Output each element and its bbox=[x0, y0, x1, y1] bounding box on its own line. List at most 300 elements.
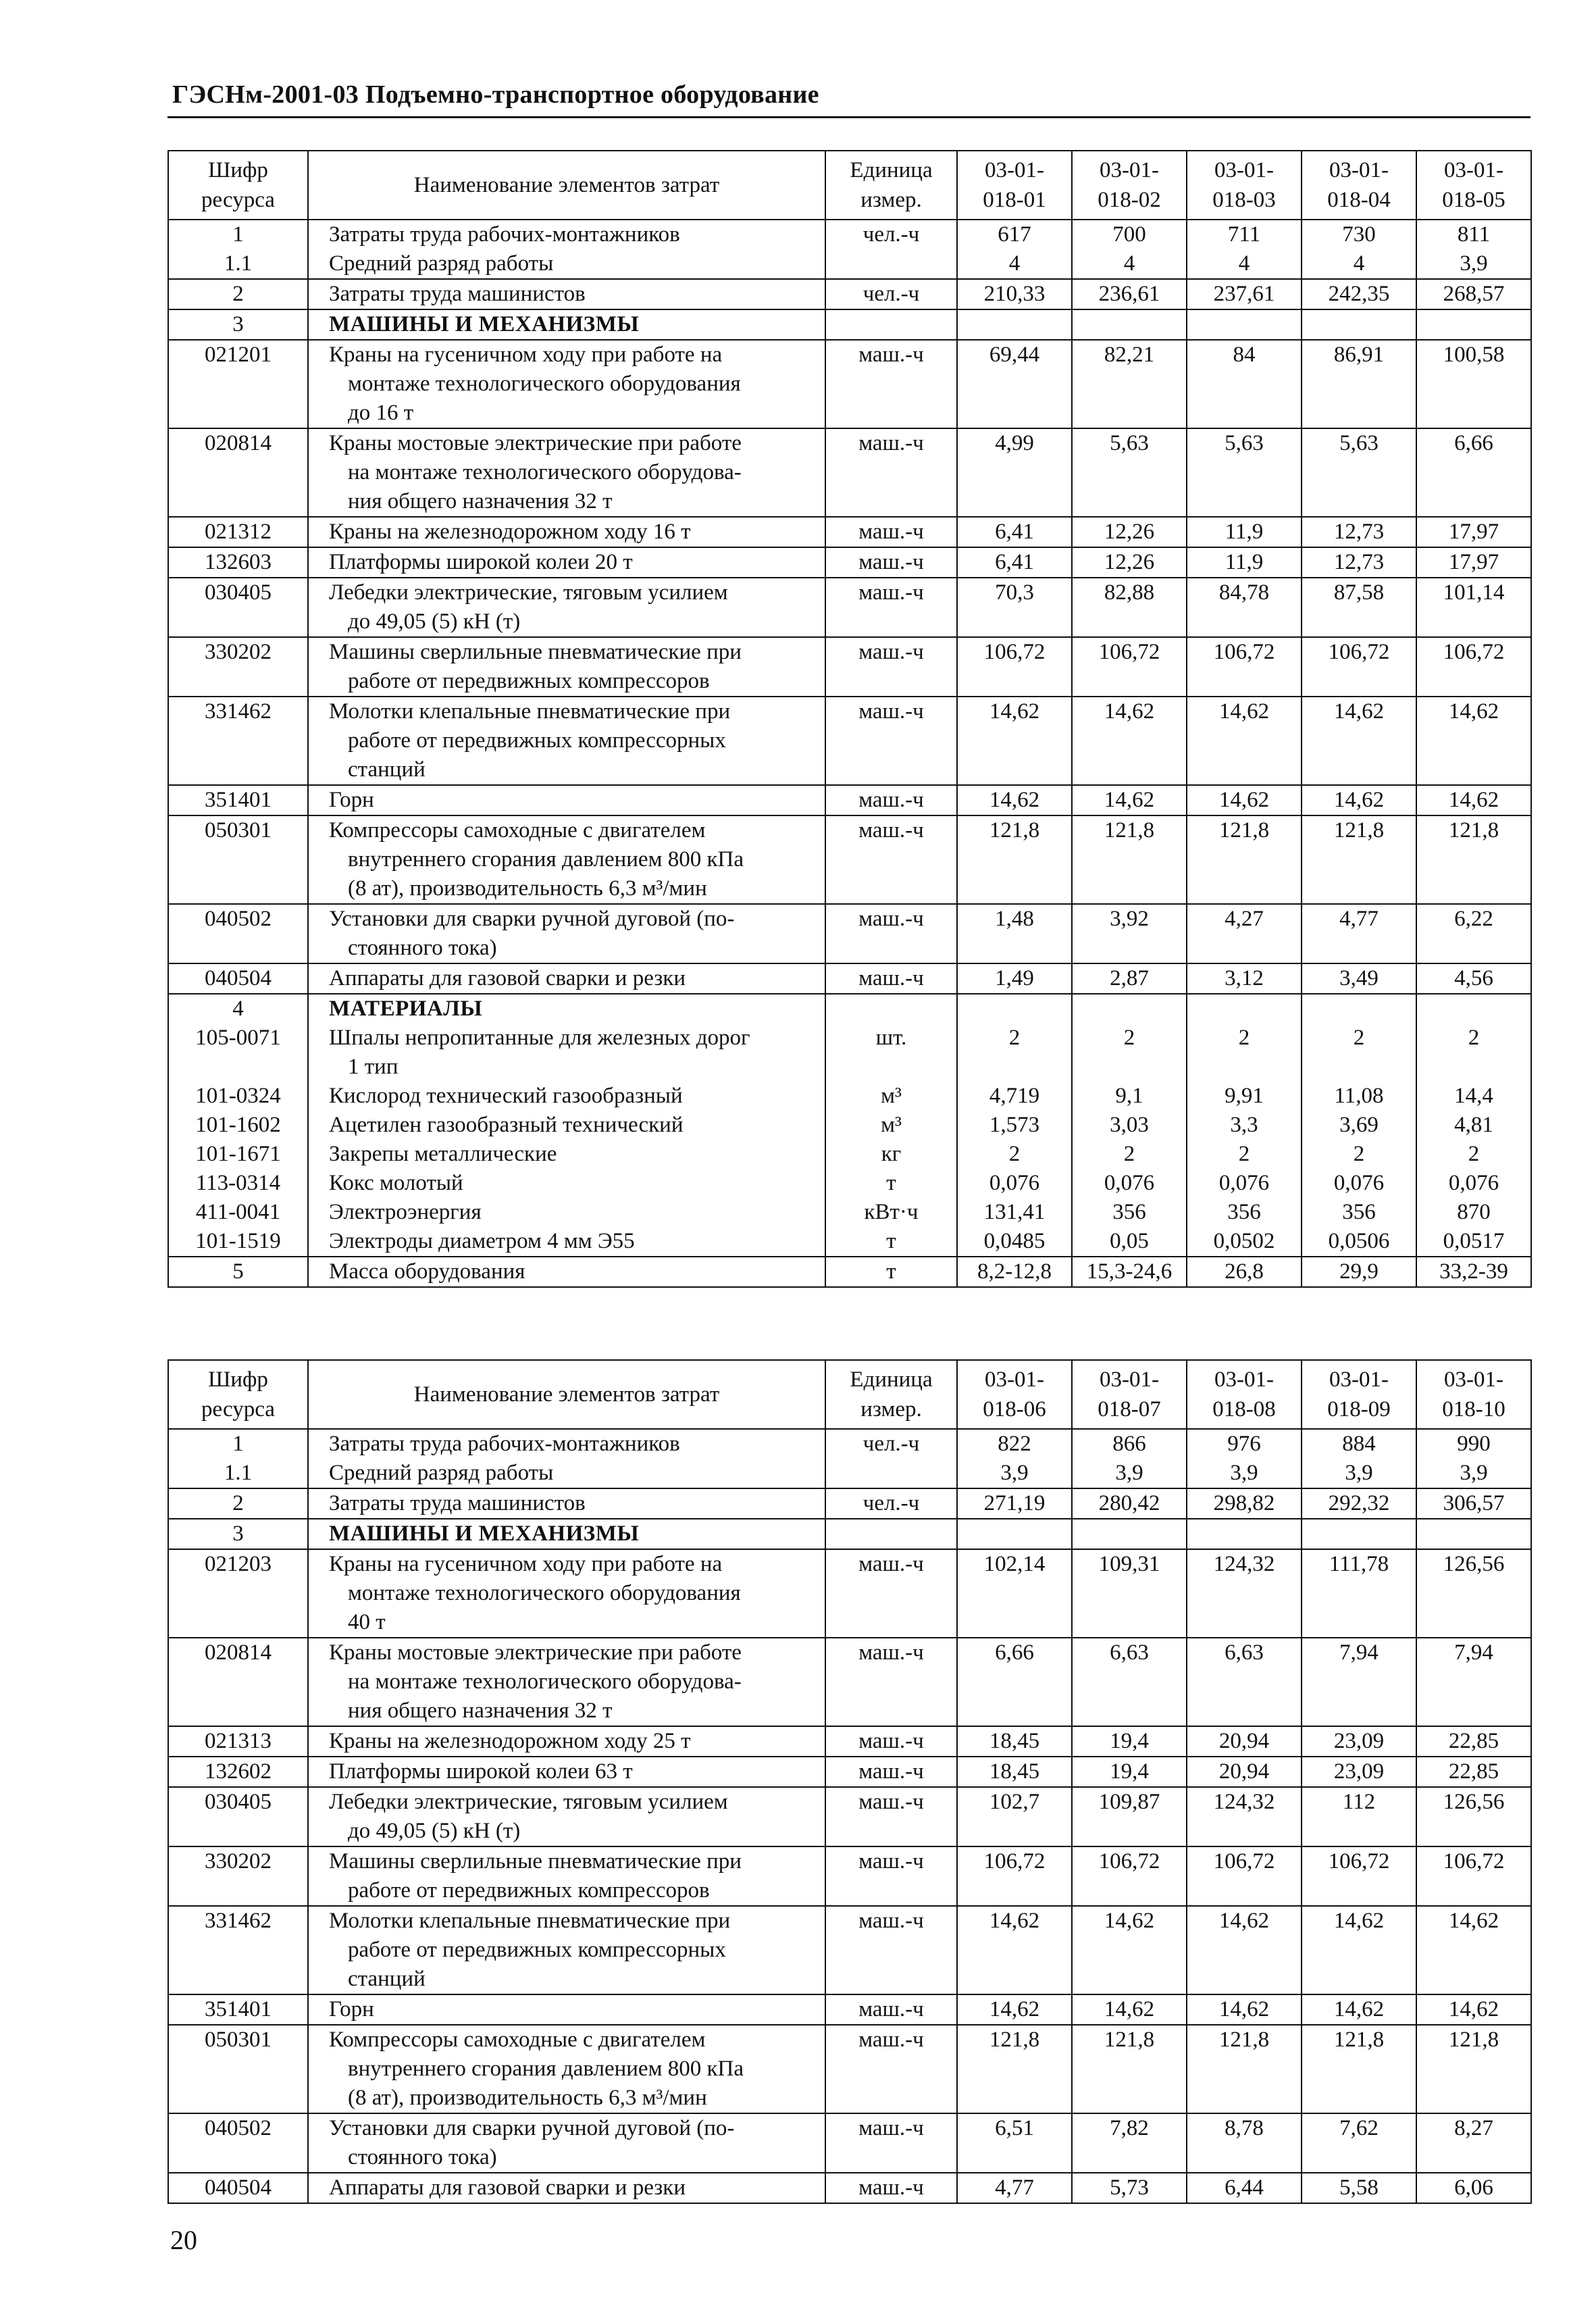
value-cell: 4,719 bbox=[957, 1082, 1072, 1111]
unit-cell: т bbox=[825, 1227, 957, 1257]
column-header: 03-01- 018-03 bbox=[1187, 151, 1302, 220]
table-body bbox=[168, 220, 1531, 1287]
value-cell: 811 bbox=[1416, 220, 1531, 249]
value-cell: 5,63 bbox=[1072, 428, 1187, 517]
value-cell: 4 bbox=[1072, 249, 1187, 279]
resource-code-cell: 2 bbox=[168, 279, 308, 309]
value-cell: 106,72 bbox=[1416, 637, 1531, 697]
value-cell: 14,62 bbox=[1072, 1906, 1187, 1994]
value-cell: 14,62 bbox=[1187, 785, 1302, 815]
value-cell: 12,26 bbox=[1072, 547, 1187, 578]
element-name-continuation: до 49,05 (5) кН (т) bbox=[348, 609, 521, 634]
element-name-cell bbox=[308, 1198, 825, 1227]
resource-code-cell: 113-0314 bbox=[168, 1169, 308, 1198]
resource-code-cell: 4 bbox=[168, 994, 308, 1024]
section-row bbox=[168, 1846, 1531, 1906]
element-name-cell bbox=[308, 1994, 825, 2025]
element-name-continuation: 1 тип bbox=[348, 1055, 398, 1079]
element-name-text: Масса оборудования bbox=[329, 1259, 525, 1284]
value-cell: 106,72 bbox=[1187, 637, 1302, 697]
value-cell: 1,49 bbox=[957, 963, 1072, 994]
element-name-text: Установки для сварки ручной дуговой (по- bbox=[329, 2116, 735, 2140]
unit-cell: маш.-ч bbox=[825, 2113, 957, 2173]
header-rule bbox=[168, 116, 1530, 118]
element-name-text: Средний разряд работы bbox=[329, 251, 554, 276]
value-cell: 14,62 bbox=[1416, 1994, 1531, 2025]
value-cell: 0,0506 bbox=[1302, 1227, 1416, 1257]
unit-cell: т bbox=[825, 1257, 957, 1287]
value-cell: 6,06 bbox=[1416, 2173, 1531, 2203]
element-name-cell bbox=[308, 428, 825, 517]
value-cell: 12,26 bbox=[1072, 517, 1187, 547]
section-row bbox=[168, 697, 1531, 785]
value-cell: 6,63 bbox=[1187, 1638, 1302, 1726]
value-cell: 14,62 bbox=[957, 697, 1072, 785]
element-name-cell bbox=[308, 1111, 825, 1140]
unit-cell: маш.-ч bbox=[825, 428, 957, 517]
element-name-cell bbox=[308, 1459, 825, 1488]
resource-code-cell: 040502 bbox=[168, 2113, 308, 2173]
unit-cell: т bbox=[825, 1169, 957, 1198]
section-row bbox=[168, 1994, 1531, 2025]
resource-code-cell: 030405 bbox=[168, 1787, 308, 1846]
value-cell: 0,076 bbox=[1187, 1169, 1302, 1198]
resource-code-cell: 3 bbox=[168, 309, 308, 340]
unit-cell: маш.-ч bbox=[825, 1994, 957, 2025]
value-cell: 23,09 bbox=[1302, 1757, 1416, 1787]
value-cell: 298,82 bbox=[1187, 1488, 1302, 1519]
element-name-cell bbox=[308, 220, 825, 249]
value-cell: 4,99 bbox=[957, 428, 1072, 517]
unit-cell bbox=[825, 994, 957, 1024]
value-cell: 3,92 bbox=[1072, 904, 1187, 963]
section-row bbox=[168, 2113, 1531, 2173]
value-cell: 100,58 bbox=[1416, 340, 1531, 428]
element-name-continuation: (8 ат), производительность 6,3 м³/мин bbox=[348, 2086, 707, 2110]
value-cell: 14,62 bbox=[1302, 697, 1416, 785]
value-cell: 121,8 bbox=[957, 2025, 1072, 2113]
section-row bbox=[168, 2173, 1531, 2203]
value-cell: 22,85 bbox=[1416, 1757, 1531, 1787]
unit-cell: чел.-ч bbox=[825, 1429, 957, 1459]
resource-code-cell: 1 bbox=[168, 220, 308, 249]
resource-code-cell: 021203 bbox=[168, 1549, 308, 1638]
value-cell: 6,63 bbox=[1072, 1638, 1187, 1726]
element-name-text: Электроды диаметром 4 мм Э55 bbox=[329, 1229, 635, 1253]
value-cell: 19,4 bbox=[1072, 1757, 1187, 1787]
value-cell: 2 bbox=[1302, 1140, 1416, 1169]
element-name-continuation: внутреннего сгорания давлением 800 кПа bbox=[348, 2057, 744, 2081]
unit-cell: кг bbox=[825, 1140, 957, 1169]
unit-cell: маш.-ч bbox=[825, 1757, 957, 1787]
element-name-text: Платформы широкой колеи 63 т bbox=[329, 1759, 633, 1784]
element-name-continuation: станций bbox=[348, 1967, 426, 1991]
value-cell: 4,56 bbox=[1416, 963, 1531, 994]
value-cell: 870 bbox=[1416, 1198, 1531, 1227]
value-cell: 23,09 bbox=[1302, 1726, 1416, 1757]
value-cell: 2 bbox=[1302, 1024, 1416, 1082]
element-name-cell bbox=[308, 1227, 825, 1257]
value-cell: 121,8 bbox=[1072, 815, 1187, 904]
value-cell: 2 bbox=[1072, 1024, 1187, 1082]
section-row bbox=[168, 547, 1531, 578]
name-header: Наименование элементов затрат bbox=[308, 151, 825, 220]
value-cell: 3,9 bbox=[1416, 249, 1531, 279]
resource-code-cell: 020814 bbox=[168, 1638, 308, 1726]
element-name-cell bbox=[308, 578, 825, 637]
resource-code-cell: 5 bbox=[168, 1257, 308, 1287]
resource-code-cell: 330202 bbox=[168, 1846, 308, 1906]
value-cell: 822 bbox=[957, 1429, 1072, 1459]
value-cell: 3,9 bbox=[1187, 1459, 1302, 1488]
value-cell: 124,32 bbox=[1187, 1549, 1302, 1638]
value-cell bbox=[1416, 309, 1531, 340]
value-cell: 2 bbox=[1187, 1024, 1302, 1082]
resource-code-cell: 132602 bbox=[168, 1757, 308, 1787]
value-cell: 70,3 bbox=[957, 578, 1072, 637]
value-cell bbox=[1072, 994, 1187, 1024]
value-cell: 15,3-24,6 bbox=[1072, 1257, 1187, 1287]
value-cell: 2 bbox=[1416, 1140, 1531, 1169]
value-cell: 976 bbox=[1187, 1429, 1302, 1459]
value-cell: 2 bbox=[957, 1140, 1072, 1169]
table-header-row bbox=[168, 151, 1531, 220]
value-cell: 237,61 bbox=[1187, 279, 1302, 309]
element-name-continuation: стоянного тока) bbox=[348, 936, 497, 960]
value-cell: 210,33 bbox=[957, 279, 1072, 309]
element-name-continuation: монтаже технологического оборудования bbox=[348, 1581, 741, 1605]
section-row bbox=[168, 578, 1531, 637]
element-name-text: Электроэнергия bbox=[329, 1200, 482, 1224]
value-cell: 18,45 bbox=[957, 1726, 1072, 1757]
value-cell: 6,51 bbox=[957, 2113, 1072, 2173]
value-cell: 14,62 bbox=[1072, 1994, 1187, 2025]
column-header: 03-01- 018-06 bbox=[957, 1360, 1072, 1429]
value-cell: 0,05 bbox=[1072, 1227, 1187, 1257]
value-cell: 3,9 bbox=[1302, 1459, 1416, 1488]
element-name-cell bbox=[308, 1787, 825, 1846]
section-row bbox=[168, 1906, 1531, 1994]
element-name-cell bbox=[308, 309, 825, 340]
resource-code-cell: 330202 bbox=[168, 637, 308, 697]
value-cell: 0,076 bbox=[1416, 1169, 1531, 1198]
element-name-text: Компрессоры самоходные с двигателем bbox=[329, 818, 706, 842]
unit-cell: м³ bbox=[825, 1082, 957, 1111]
value-cell: 17,97 bbox=[1416, 547, 1531, 578]
resource-code-cell: 351401 bbox=[168, 1994, 308, 2025]
value-cell: 3,12 bbox=[1187, 963, 1302, 994]
unit-cell: маш.-ч bbox=[825, 1549, 957, 1638]
value-cell: 4,77 bbox=[957, 2173, 1072, 2203]
value-cell: 5,58 bbox=[1302, 2173, 1416, 2203]
value-cell: 6,41 bbox=[957, 517, 1072, 547]
value-cell: 11,9 bbox=[1187, 517, 1302, 547]
resource-code-cell: 021313 bbox=[168, 1726, 308, 1757]
unit-cell: чел.-ч bbox=[825, 279, 957, 309]
value-cell: 3,9 bbox=[957, 1459, 1072, 1488]
resource-code-cell: 2 bbox=[168, 1488, 308, 1519]
value-cell: 2 bbox=[1072, 1140, 1187, 1169]
element-name-cell bbox=[308, 815, 825, 904]
value-cell: 3,9 bbox=[1072, 1459, 1187, 1488]
resource-code-cell: 101-0324 bbox=[168, 1082, 308, 1111]
element-name-continuation: стоянного тока) bbox=[348, 2145, 497, 2169]
section-row bbox=[168, 340, 1531, 428]
column-header: 03-01- 018-01 bbox=[957, 151, 1072, 220]
value-cell bbox=[957, 994, 1072, 1024]
value-cell: 121,8 bbox=[1302, 2025, 1416, 2113]
value-cell: 14,62 bbox=[957, 1994, 1072, 2025]
value-cell: 1,48 bbox=[957, 904, 1072, 963]
value-cell bbox=[1072, 309, 1187, 340]
resource-code-cell: 021201 bbox=[168, 340, 308, 428]
table-row bbox=[168, 1459, 1531, 1488]
element-name-text: Платформы широкой колеи 20 т bbox=[329, 550, 633, 574]
value-cell: 121,8 bbox=[1187, 815, 1302, 904]
resource-code-cell: 040502 bbox=[168, 904, 308, 963]
element-name-text: Молотки клепальные пневматические при bbox=[329, 699, 731, 724]
value-cell bbox=[957, 309, 1072, 340]
resource-code-cell: 331462 bbox=[168, 1906, 308, 1994]
value-cell: 0,0517 bbox=[1416, 1227, 1531, 1257]
resource-code-cell: 3 bbox=[168, 1519, 308, 1549]
value-cell: 19,4 bbox=[1072, 1726, 1187, 1757]
value-cell: 3,9 bbox=[1416, 1459, 1531, 1488]
value-cell: 14,62 bbox=[957, 1906, 1072, 1994]
value-cell: 14,4 bbox=[1416, 1082, 1531, 1111]
table-row bbox=[168, 1024, 1531, 1082]
element-name-cell bbox=[308, 249, 825, 279]
value-cell: 9,1 bbox=[1072, 1082, 1187, 1111]
element-name-text: МАШИНЫ И МЕХАНИЗМЫ bbox=[329, 1521, 640, 1546]
value-cell: 356 bbox=[1187, 1198, 1302, 1227]
element-name-continuation: работе от передвижных компрессоров bbox=[348, 1878, 710, 1903]
code-header: Шифр ресурса bbox=[168, 151, 308, 220]
value-cell bbox=[1187, 309, 1302, 340]
element-name-cell bbox=[308, 1169, 825, 1198]
element-name-continuation: работе от передвижных компрессорных bbox=[348, 1938, 726, 1962]
value-cell bbox=[957, 1519, 1072, 1549]
element-name-cell bbox=[308, 547, 825, 578]
unit-cell: маш.-ч bbox=[825, 1787, 957, 1846]
value-cell: 14,62 bbox=[1416, 697, 1531, 785]
unit-cell: маш.-ч bbox=[825, 815, 957, 904]
section-row bbox=[168, 904, 1531, 963]
value-cell: 82,88 bbox=[1072, 578, 1187, 637]
element-name-cell bbox=[308, 1488, 825, 1519]
table-row bbox=[168, 1082, 1531, 1111]
value-cell: 866 bbox=[1072, 1429, 1187, 1459]
resource-code-cell: 1.1 bbox=[168, 249, 308, 279]
element-name-text: Кислород технический газообразный bbox=[329, 1084, 683, 1108]
unit-cell: маш.-ч bbox=[825, 1638, 957, 1726]
value-cell: 86,91 bbox=[1302, 340, 1416, 428]
resource-code-cell: 351401 bbox=[168, 785, 308, 815]
section-row bbox=[168, 517, 1531, 547]
value-cell: 356 bbox=[1072, 1198, 1187, 1227]
value-cell: 87,58 bbox=[1302, 578, 1416, 637]
resource-code-cell: 105-0071 bbox=[168, 1024, 308, 1082]
value-cell: 126,56 bbox=[1416, 1787, 1531, 1846]
value-cell bbox=[1302, 309, 1416, 340]
unit-cell: маш.-ч bbox=[825, 697, 957, 785]
value-cell: 18,45 bbox=[957, 1757, 1072, 1787]
value-cell: 4 bbox=[957, 249, 1072, 279]
value-cell: 106,72 bbox=[957, 1846, 1072, 1906]
value-cell: 112 bbox=[1302, 1787, 1416, 1846]
table-row bbox=[168, 1140, 1531, 1169]
value-cell: 14,62 bbox=[1302, 785, 1416, 815]
value-cell: 121,8 bbox=[1416, 2025, 1531, 2113]
resource-code-cell: 101-1519 bbox=[168, 1227, 308, 1257]
value-cell: 280,42 bbox=[1072, 1488, 1187, 1519]
value-cell: 102,7 bbox=[957, 1787, 1072, 1846]
element-name-text: Затраты труда машинистов bbox=[329, 1491, 586, 1515]
value-cell: 3,3 bbox=[1187, 1111, 1302, 1140]
value-cell: 121,8 bbox=[1187, 2025, 1302, 2113]
value-cell bbox=[1302, 1519, 1416, 1549]
column-header: 03-01- 018-04 bbox=[1302, 151, 1416, 220]
value-cell: 2 bbox=[957, 1024, 1072, 1082]
section-row bbox=[168, 1787, 1531, 1846]
value-cell: 20,94 bbox=[1187, 1726, 1302, 1757]
element-name-text: Горн bbox=[329, 788, 374, 812]
value-cell: 121,8 bbox=[957, 815, 1072, 904]
element-name-continuation: до 49,05 (5) кН (т) bbox=[348, 1819, 521, 1843]
value-cell: 22,85 bbox=[1416, 1726, 1531, 1757]
value-cell: 14,62 bbox=[1187, 697, 1302, 785]
element-name-cell bbox=[308, 785, 825, 815]
section-row bbox=[168, 2025, 1531, 2113]
value-cell: 121,8 bbox=[1072, 2025, 1187, 2113]
resource-code-cell: 050301 bbox=[168, 2025, 308, 2113]
value-cell: 14,62 bbox=[1416, 785, 1531, 815]
value-cell: 271,19 bbox=[957, 1488, 1072, 1519]
column-header: 03-01- 018-05 bbox=[1416, 151, 1531, 220]
value-cell: 0,076 bbox=[957, 1169, 1072, 1198]
element-name-cell bbox=[308, 2113, 825, 2173]
value-cell: 29,9 bbox=[1302, 1257, 1416, 1287]
element-name-cell bbox=[308, 1519, 825, 1549]
table-row bbox=[168, 1227, 1531, 1257]
value-cell bbox=[1302, 994, 1416, 1024]
column-header: 03-01- 018-08 bbox=[1187, 1360, 1302, 1429]
resource-code-cell: 101-1602 bbox=[168, 1111, 308, 1140]
resource-code-cell: 040504 bbox=[168, 2173, 308, 2203]
element-name-text: Шпалы непропитанные для железных дорог bbox=[329, 1026, 750, 1050]
section-row bbox=[168, 1429, 1531, 1459]
section-row bbox=[168, 1519, 1531, 1549]
unit-cell: чел.-ч bbox=[825, 220, 957, 249]
element-name-continuation: 40 т bbox=[348, 1610, 386, 1634]
unit-cell bbox=[825, 249, 957, 279]
value-cell: 106,72 bbox=[1072, 637, 1187, 697]
value-cell: 7,82 bbox=[1072, 2113, 1187, 2173]
unit-cell: маш.-ч bbox=[825, 340, 957, 428]
value-cell: 4 bbox=[1302, 249, 1416, 279]
element-name-cell bbox=[308, 1726, 825, 1757]
unit-cell: маш.-ч bbox=[825, 904, 957, 963]
element-name-text: Ацетилен газообразный технический bbox=[329, 1113, 684, 1137]
resource-code-cell: 030405 bbox=[168, 578, 308, 637]
value-cell: 711 bbox=[1187, 220, 1302, 249]
element-name-cell bbox=[308, 279, 825, 309]
column-header: 03-01- 018-09 bbox=[1302, 1360, 1416, 1429]
column-header: 03-01- 018-10 bbox=[1416, 1360, 1531, 1429]
resource-code-cell: 1 bbox=[168, 1429, 308, 1459]
element-name-cell bbox=[308, 2173, 825, 2203]
value-cell: 14,62 bbox=[1072, 785, 1187, 815]
element-name-text: Компрессоры самоходные с двигателем bbox=[329, 2028, 706, 2052]
section-row bbox=[168, 1488, 1531, 1519]
value-cell: 111,78 bbox=[1302, 1549, 1416, 1638]
value-cell: 3,69 bbox=[1302, 1111, 1416, 1140]
value-cell: 6,44 bbox=[1187, 2173, 1302, 2203]
element-name-text: Закрепы металлические bbox=[329, 1142, 557, 1166]
value-cell: 6,66 bbox=[957, 1638, 1072, 1726]
value-cell: 131,41 bbox=[957, 1198, 1072, 1227]
unit-cell: маш.-ч bbox=[825, 1906, 957, 1994]
resource-code-cell: 020814 bbox=[168, 428, 308, 517]
unit-cell bbox=[825, 1519, 957, 1549]
value-cell: 102,14 bbox=[957, 1549, 1072, 1638]
value-cell: 11,08 bbox=[1302, 1082, 1416, 1111]
value-cell: 6,22 bbox=[1416, 904, 1531, 963]
element-name-text: Горн bbox=[329, 1997, 374, 2021]
unit-cell: маш.-ч bbox=[825, 578, 957, 637]
section-row bbox=[168, 994, 1531, 1024]
value-cell: 2 bbox=[1416, 1024, 1531, 1082]
page-header-title: ГЭСНм-2001-03 Подъемно-транспортное оборудование bbox=[172, 80, 819, 109]
section-row bbox=[168, 309, 1531, 340]
value-cell: 9,91 bbox=[1187, 1082, 1302, 1111]
value-cell: 106,72 bbox=[957, 637, 1072, 697]
value-cell: 3,49 bbox=[1302, 963, 1416, 994]
element-name-text: Аппараты для газовой сварки и резки bbox=[329, 966, 686, 990]
resource-code-cell: 331462 bbox=[168, 697, 308, 785]
value-cell bbox=[1416, 994, 1531, 1024]
value-cell: 0,076 bbox=[1302, 1169, 1416, 1198]
element-name-text: Затраты труда рабочих-монтажников bbox=[329, 222, 680, 247]
value-cell: 4,77 bbox=[1302, 904, 1416, 963]
value-cell: 12,73 bbox=[1302, 547, 1416, 578]
section-row bbox=[168, 220, 1531, 249]
value-cell: 0,0485 bbox=[957, 1227, 1072, 1257]
code-header: Шифр ресурса bbox=[168, 1360, 308, 1429]
column-header: 03-01- 018-02 bbox=[1072, 151, 1187, 220]
section-row bbox=[168, 1726, 1531, 1757]
unit-cell: м³ bbox=[825, 1111, 957, 1140]
unit-cell: маш.-ч bbox=[825, 1846, 957, 1906]
value-cell: 7,62 bbox=[1302, 2113, 1416, 2173]
value-cell: 124,32 bbox=[1187, 1787, 1302, 1846]
element-name-text: Средний разряд работы bbox=[329, 1461, 554, 1485]
section-row bbox=[168, 279, 1531, 309]
unit-cell: шт. bbox=[825, 1024, 957, 1082]
value-cell: 730 bbox=[1302, 220, 1416, 249]
value-cell: 5,63 bbox=[1302, 428, 1416, 517]
table-header-row bbox=[168, 1360, 1531, 1429]
value-cell bbox=[1187, 994, 1302, 1024]
column-header: 03-01- 018-07 bbox=[1072, 1360, 1187, 1429]
element-name-continuation: на монтаже технологического оборудова- bbox=[348, 1669, 742, 1694]
unit-cell: чел.-ч bbox=[825, 1488, 957, 1519]
value-cell: 106,72 bbox=[1302, 637, 1416, 697]
value-cell: 84,78 bbox=[1187, 578, 1302, 637]
value-cell: 884 bbox=[1302, 1429, 1416, 1459]
unit-cell: маш.-ч bbox=[825, 963, 957, 994]
value-cell: 14,62 bbox=[1187, 1906, 1302, 1994]
